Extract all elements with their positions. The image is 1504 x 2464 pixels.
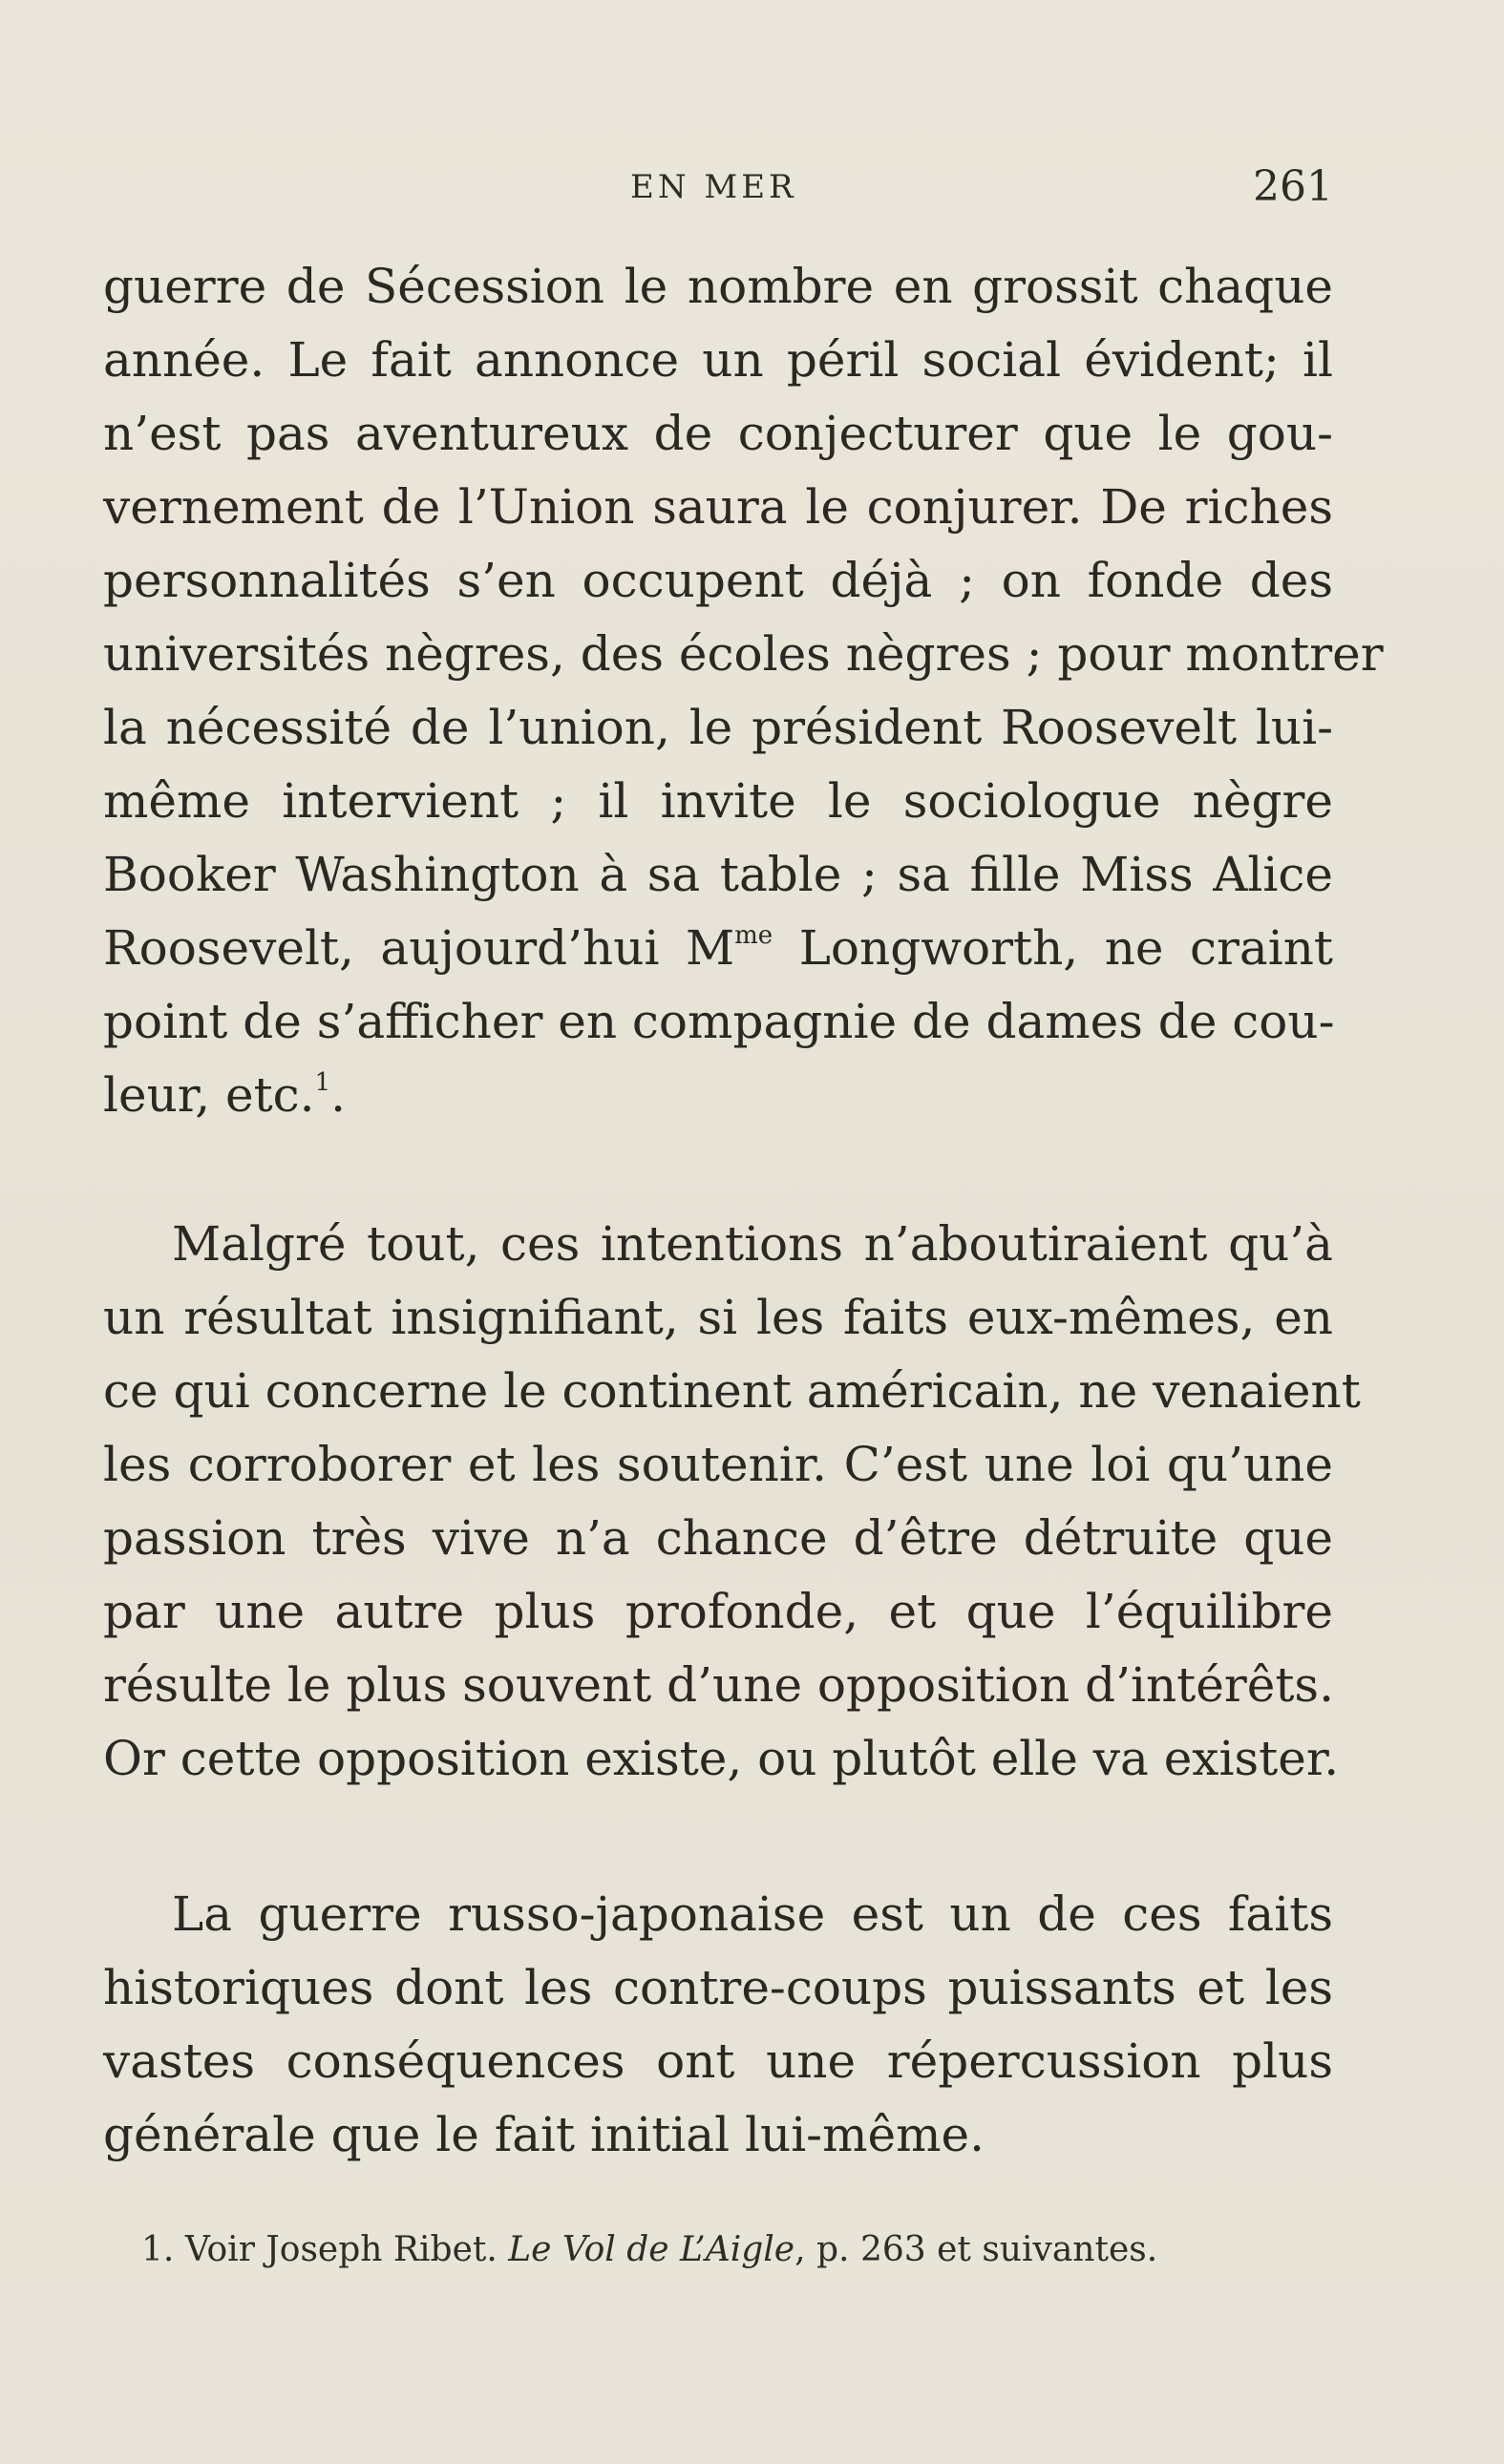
text-line: Booker Washington à sa table ; sa fille Miss Alice: [103, 847, 1333, 902]
text-line: même intervient ; il invite le sociologue nègre: [103, 773, 1333, 829]
text-line-mme: [103, 912, 1333, 985]
paragraph-2: [103, 1208, 1361, 1796]
text-segment: leur, etc.: [103, 1067, 315, 1123]
text-line: générale que le fait initial lui-même.: [103, 2107, 985, 2162]
text-line: ce qui concerne le continent américain, ne venaient: [103, 1363, 1361, 1419]
superscript-mme: me: [734, 921, 773, 950]
text-line: vastes conséquences ont une répercussion plus: [103, 2033, 1333, 2089]
text-line: les corroborer et les soutenir. C’est une loi qu’une: [103, 1437, 1333, 1492]
page-number: 261: [1253, 162, 1333, 211]
text-segment: .: [330, 1067, 347, 1123]
text-segment: Longworth, ne craint: [773, 920, 1333, 976]
paragraph-3: [103, 1878, 1333, 2172]
text-segment: Roosevelt, aujourd’hui M: [103, 920, 735, 976]
text-line: par une autre plus profonde, et que l’équilibre: [103, 1584, 1333, 1639]
text-line: année. Le fait annonce un péril social évident; il: [103, 332, 1333, 388]
text-line: point de s’afficher en compagnie de dames de cou-: [103, 994, 1335, 1049]
footnote-title: Le Vol de L’Aigle: [508, 2230, 795, 2269]
text-line: n’est pas aventureux de conjecturer que le gou-: [103, 406, 1333, 461]
text-line: Or cette opposition existe, ou plutôt elle va exister.: [103, 1731, 1340, 1786]
text-line: La guerre russo-japonaise est un de ces faits: [172, 1886, 1333, 1942]
text-line: historiques dont les contre-coups puissants et les: [103, 1960, 1333, 2015]
text-line: guerre de Sécession le nombre en grossit chaque: [103, 259, 1333, 314]
footnote-author: Voir Joseph Ribet.: [184, 2230, 498, 2269]
footnote-number: 1.: [141, 2230, 175, 2269]
text-line: personnalités s’en occupent déjà ; on fonde des: [103, 553, 1333, 608]
text-line-with-footnote: [103, 1059, 1333, 1132]
footnote: [141, 2230, 1157, 2269]
page-header: [103, 162, 1333, 220]
running-title: EN MER: [630, 168, 797, 206]
text-line: un résultat insignifiant, si les faits eux-mêmes, en: [103, 1290, 1333, 1345]
paragraph-1: [103, 250, 1384, 1132]
footnote-rest: , p. 263 et suivantes.: [794, 2230, 1158, 2269]
footnote-reference: 1: [314, 1068, 331, 1097]
text-line: universités nègres, des écoles nègres ; pour montrer: [103, 626, 1384, 682]
text-line: résulte le plus souvent d’une opposition d’intérêts.: [103, 1657, 1334, 1713]
text-line: Malgré tout, ces intentions n’aboutiraient qu’à: [172, 1216, 1333, 1272]
text-line: vernement de l’Union saura le conjurer. De riches: [103, 479, 1333, 535]
text-line: passion très vive n’a chance d’être détruite que: [103, 1510, 1333, 1566]
text-line: la nécessité de l’union, le président Roosevelt lui-: [103, 700, 1333, 755]
